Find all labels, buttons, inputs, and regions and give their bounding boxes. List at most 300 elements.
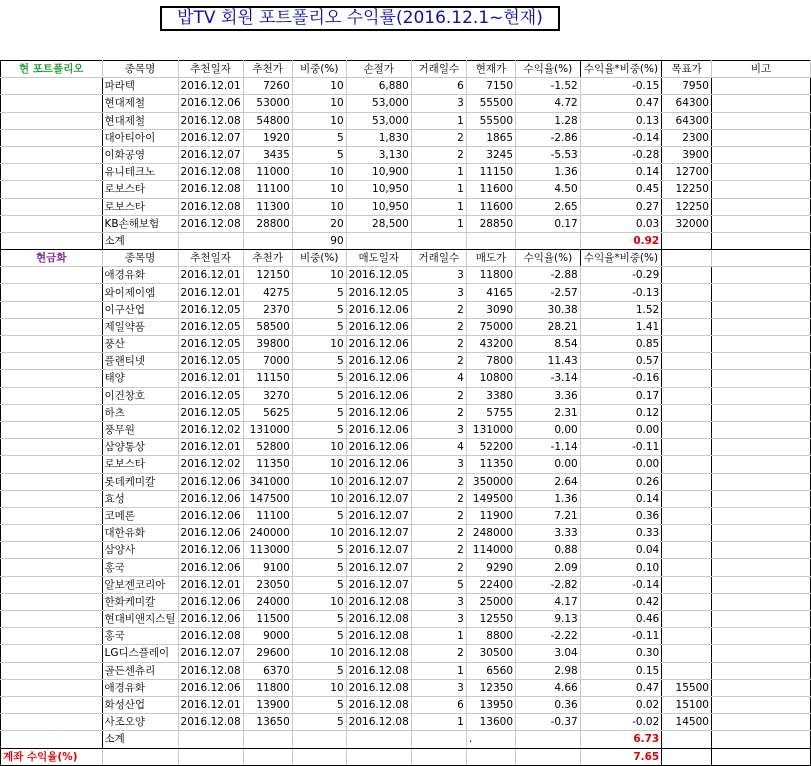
- rec-date[interactable]: 2016.12.06: [178, 95, 243, 112]
- return-weight[interactable]: -0.11: [580, 628, 662, 645]
- target-price[interactable]: 12250: [662, 181, 712, 198]
- rec-date[interactable]: 2016.12.01: [178, 78, 243, 95]
- column-header[interactable]: 비중(%): [292, 250, 346, 267]
- target-price[interactable]: [662, 645, 712, 662]
- trade-days[interactable]: 3: [411, 593, 466, 610]
- stop-or-sell-date[interactable]: 2016.12.06: [346, 301, 411, 318]
- return-weight[interactable]: 0.03: [580, 215, 662, 232]
- cell[interactable]: [178, 232, 243, 249]
- return-weight[interactable]: 0.02: [580, 696, 662, 713]
- cell[interactable]: [711, 731, 810, 748]
- trade-days[interactable]: 3: [411, 95, 466, 112]
- stop-or-sell-date[interactable]: 2016.12.07: [346, 507, 411, 524]
- return-weight[interactable]: 0.47: [580, 95, 662, 112]
- stop-or-sell-date[interactable]: 2016.12.07: [346, 559, 411, 576]
- rec-date[interactable]: 2016.12.08: [178, 628, 243, 645]
- rec-price[interactable]: 6370: [243, 662, 292, 679]
- rec-date[interactable]: 2016.12.06: [178, 593, 243, 610]
- cell[interactable]: [1, 78, 103, 95]
- stock-name[interactable]: 이화공영: [102, 146, 178, 163]
- return-weight[interactable]: 0.15: [580, 662, 662, 679]
- return-pct[interactable]: -2.86: [516, 129, 581, 146]
- trade-days[interactable]: 2: [411, 387, 466, 404]
- stop-or-sell-date[interactable]: 2016.12.06: [346, 353, 411, 370]
- cell[interactable]: [1, 679, 103, 696]
- target-price[interactable]: [662, 490, 712, 507]
- target-price[interactable]: [662, 473, 712, 490]
- price[interactable]: 52200: [466, 439, 515, 456]
- stop-or-sell-date[interactable]: 2016.12.08: [346, 645, 411, 662]
- cell[interactable]: [1, 456, 103, 473]
- stock-name[interactable]: 이구산업: [102, 301, 178, 318]
- trade-days[interactable]: 2: [411, 645, 466, 662]
- price[interactable]: 12550: [466, 611, 515, 628]
- return-pct[interactable]: 2.98: [516, 662, 581, 679]
- cell[interactable]: [1, 146, 103, 163]
- note-cell[interactable]: [711, 525, 810, 542]
- target-price[interactable]: [662, 559, 712, 576]
- weight[interactable]: 10: [292, 336, 346, 353]
- weight[interactable]: 5: [292, 559, 346, 576]
- note-cell[interactable]: [711, 336, 810, 353]
- target-price[interactable]: 14500: [662, 714, 712, 731]
- weight[interactable]: 10: [292, 439, 346, 456]
- stop-or-sell-date[interactable]: 2016.12.08: [346, 611, 411, 628]
- rec-price[interactable]: 4275: [243, 284, 292, 301]
- stock-name[interactable]: 로보스타: [102, 181, 178, 198]
- trade-days[interactable]: 4: [411, 439, 466, 456]
- return-pct[interactable]: 0.36: [516, 696, 581, 713]
- stock-name[interactable]: 삼양통상: [102, 439, 178, 456]
- price[interactable]: 6560: [466, 662, 515, 679]
- rec-price[interactable]: 11100: [243, 507, 292, 524]
- stock-name[interactable]: 태양: [102, 370, 178, 387]
- cell[interactable]: [411, 731, 466, 748]
- trade-days[interactable]: 1: [411, 181, 466, 198]
- note-cell[interactable]: [711, 696, 810, 713]
- note-cell[interactable]: [711, 318, 810, 335]
- cell[interactable]: [711, 250, 810, 267]
- column-header[interactable]: 목표가: [662, 61, 712, 78]
- rec-price[interactable]: 7260: [243, 78, 292, 95]
- weight[interactable]: 5: [292, 404, 346, 421]
- cell[interactable]: [1, 421, 103, 438]
- rec-date[interactable]: 2016.12.08: [178, 662, 243, 679]
- cell[interactable]: [1, 301, 103, 318]
- cell[interactable]: [711, 748, 810, 765]
- weight[interactable]: 5: [292, 507, 346, 524]
- price[interactable]: 13950: [466, 696, 515, 713]
- price[interactable]: 7150: [466, 78, 515, 95]
- note-cell[interactable]: [711, 628, 810, 645]
- trade-days[interactable]: 1: [411, 112, 466, 129]
- stop-or-sell-date[interactable]: 2016.12.07: [346, 542, 411, 559]
- trade-days[interactable]: 1: [411, 662, 466, 679]
- cell[interactable]: [1, 267, 103, 284]
- price[interactable]: 149500: [466, 490, 515, 507]
- trade-days[interactable]: 2: [411, 129, 466, 146]
- cell[interactable]: [1, 731, 103, 748]
- price[interactable]: 11150: [466, 164, 515, 181]
- rec-date[interactable]: 2016.12.08: [178, 215, 243, 232]
- target-price[interactable]: [662, 439, 712, 456]
- cell[interactable]: [516, 731, 581, 748]
- return-pct[interactable]: 4.17: [516, 593, 581, 610]
- stock-name[interactable]: 애경유화: [102, 267, 178, 284]
- cell[interactable]: [516, 748, 581, 765]
- weight[interactable]: 5: [292, 714, 346, 731]
- cell[interactable]: [1, 112, 103, 129]
- cell[interactable]: [1, 662, 103, 679]
- return-weight[interactable]: -0.16: [580, 370, 662, 387]
- return-pct[interactable]: 2.65: [516, 198, 581, 215]
- note-cell[interactable]: [711, 146, 810, 163]
- stop-or-sell-date[interactable]: 2016.12.05: [346, 267, 411, 284]
- rec-price[interactable]: 11150: [243, 370, 292, 387]
- trade-days[interactable]: 3: [411, 284, 466, 301]
- stop-or-sell-date[interactable]: 53,000: [346, 112, 411, 129]
- column-header[interactable]: 거래일수: [411, 250, 466, 267]
- return-weight[interactable]: 0.26: [580, 473, 662, 490]
- rec-price[interactable]: 39800: [243, 336, 292, 353]
- note-cell[interactable]: [711, 284, 810, 301]
- return-pct[interactable]: -0.37: [516, 714, 581, 731]
- trade-days[interactable]: 2: [411, 336, 466, 353]
- return-weight[interactable]: 0.27: [580, 198, 662, 215]
- rec-price[interactable]: 7000: [243, 353, 292, 370]
- rec-date[interactable]: 2016.12.06: [178, 679, 243, 696]
- stock-name[interactable]: KB손해보험: [102, 215, 178, 232]
- trade-days[interactable]: 1: [411, 215, 466, 232]
- subtotal-label[interactable]: 소계: [102, 232, 178, 249]
- note-cell[interactable]: [711, 507, 810, 524]
- rec-date[interactable]: 2016.12.06: [178, 542, 243, 559]
- rec-date[interactable]: 2016.12.05: [178, 318, 243, 335]
- weight[interactable]: 10: [292, 112, 346, 129]
- rec-price[interactable]: 341000: [243, 473, 292, 490]
- rec-date[interactable]: 2016.12.07: [178, 146, 243, 163]
- subtotal-return-weight[interactable]: 6.73: [580, 731, 662, 748]
- target-price[interactable]: [662, 525, 712, 542]
- weight[interactable]: 10: [292, 473, 346, 490]
- target-price[interactable]: [662, 353, 712, 370]
- weight[interactable]: 5: [292, 421, 346, 438]
- return-weight[interactable]: 0.17: [580, 387, 662, 404]
- rec-date[interactable]: 2016.12.08: [178, 112, 243, 129]
- return-pct[interactable]: 7.21: [516, 507, 581, 524]
- cell[interactable]: [711, 232, 810, 249]
- stop-or-sell-date[interactable]: 10,900: [346, 164, 411, 181]
- rec-price[interactable]: 29600: [243, 645, 292, 662]
- return-weight[interactable]: -0.28: [580, 146, 662, 163]
- target-price[interactable]: 3900: [662, 146, 712, 163]
- return-pct[interactable]: 3.33: [516, 525, 581, 542]
- price[interactable]: 131000: [466, 421, 515, 438]
- weight[interactable]: 5: [292, 696, 346, 713]
- return-weight[interactable]: 0.14: [580, 164, 662, 181]
- return-weight[interactable]: 0.42: [580, 593, 662, 610]
- target-price[interactable]: [662, 542, 712, 559]
- stock-name[interactable]: LG디스플레이: [102, 645, 178, 662]
- column-header[interactable]: 추천가: [243, 61, 292, 78]
- weight[interactable]: 5: [292, 301, 346, 318]
- stock-name[interactable]: 알보젠코리아: [102, 576, 178, 593]
- target-price[interactable]: 12250: [662, 198, 712, 215]
- rec-date[interactable]: 2016.12.08: [178, 198, 243, 215]
- cell[interactable]: [1, 164, 103, 181]
- note-cell[interactable]: [711, 112, 810, 129]
- return-weight[interactable]: -0.15: [580, 78, 662, 95]
- cell[interactable]: [243, 748, 292, 765]
- weight[interactable]: 5: [292, 611, 346, 628]
- rec-price[interactable]: 28800: [243, 215, 292, 232]
- price[interactable]: 11350: [466, 456, 515, 473]
- return-pct[interactable]: 8.54: [516, 336, 581, 353]
- rec-date[interactable]: 2016.12.06: [178, 507, 243, 524]
- cell[interactable]: [1, 439, 103, 456]
- rec-price[interactable]: 3435: [243, 146, 292, 163]
- note-cell[interactable]: [711, 387, 810, 404]
- cell[interactable]: [411, 232, 466, 249]
- rec-date[interactable]: 2016.12.01: [178, 696, 243, 713]
- price[interactable]: 75000: [466, 318, 515, 335]
- weight[interactable]: 10: [292, 267, 346, 284]
- rec-price[interactable]: 53000: [243, 95, 292, 112]
- column-header[interactable]: 거래일수: [411, 61, 466, 78]
- note-cell[interactable]: [711, 215, 810, 232]
- cell[interactable]: [1, 525, 103, 542]
- price[interactable]: 11800: [466, 267, 515, 284]
- dot-cell[interactable]: .: [466, 731, 515, 748]
- target-price[interactable]: 15100: [662, 696, 712, 713]
- note-cell[interactable]: [711, 593, 810, 610]
- rec-date[interactable]: 2016.12.08: [178, 164, 243, 181]
- return-weight[interactable]: 0.14: [580, 490, 662, 507]
- stock-name[interactable]: 이건창호: [102, 387, 178, 404]
- stock-name[interactable]: 효성: [102, 490, 178, 507]
- return-weight[interactable]: 0.13: [580, 112, 662, 129]
- trade-days[interactable]: 2: [411, 473, 466, 490]
- rec-price[interactable]: 52800: [243, 439, 292, 456]
- return-pct[interactable]: -3.14: [516, 370, 581, 387]
- cell[interactable]: [1, 370, 103, 387]
- cell[interactable]: [411, 748, 466, 765]
- price[interactable]: 350000: [466, 473, 515, 490]
- trade-days[interactable]: 2: [411, 559, 466, 576]
- column-header[interactable]: 비고: [711, 61, 810, 78]
- subtotal-return-weight[interactable]: 0.92: [580, 232, 662, 249]
- rec-price[interactable]: 58500: [243, 318, 292, 335]
- stop-or-sell-date[interactable]: 6,880: [346, 78, 411, 95]
- return-pct[interactable]: 4.66: [516, 679, 581, 696]
- stop-or-sell-date[interactable]: 2016.12.08: [346, 696, 411, 713]
- return-pct[interactable]: -5.53: [516, 146, 581, 163]
- stock-name[interactable]: 와이제이엠: [102, 284, 178, 301]
- stop-or-sell-date[interactable]: 2016.12.06: [346, 387, 411, 404]
- weight[interactable]: 5: [292, 576, 346, 593]
- cell[interactable]: [1, 628, 103, 645]
- cell[interactable]: [1, 353, 103, 370]
- cell[interactable]: [1, 696, 103, 713]
- price[interactable]: 9290: [466, 559, 515, 576]
- rec-price[interactable]: 13650: [243, 714, 292, 731]
- return-pct[interactable]: -1.14: [516, 439, 581, 456]
- cell[interactable]: [1, 473, 103, 490]
- target-price[interactable]: 2300: [662, 129, 712, 146]
- return-pct[interactable]: 0.00: [516, 456, 581, 473]
- return-pct[interactable]: -2.57: [516, 284, 581, 301]
- stock-name[interactable]: 화성산업: [102, 696, 178, 713]
- note-cell[interactable]: [711, 198, 810, 215]
- rec-date[interactable]: 2016.12.06: [178, 473, 243, 490]
- note-cell[interactable]: [711, 490, 810, 507]
- cell[interactable]: [1, 645, 103, 662]
- trade-days[interactable]: 3: [411, 267, 466, 284]
- target-price[interactable]: 7950: [662, 78, 712, 95]
- stock-name[interactable]: 플랜티넷: [102, 353, 178, 370]
- stop-or-sell-date[interactable]: 2016.12.06: [346, 439, 411, 456]
- column-header[interactable]: 종목명: [102, 61, 178, 78]
- return-weight[interactable]: 0.30: [580, 645, 662, 662]
- cell[interactable]: [1, 95, 103, 112]
- note-cell[interactable]: [711, 164, 810, 181]
- stock-name[interactable]: 파라텍: [102, 78, 178, 95]
- price[interactable]: 30500: [466, 645, 515, 662]
- cell[interactable]: [1, 559, 103, 576]
- return-weight[interactable]: 1.52: [580, 301, 662, 318]
- subtotal-weight[interactable]: 90: [292, 232, 346, 249]
- note-cell[interactable]: [711, 301, 810, 318]
- stop-or-sell-date[interactable]: 2016.12.06: [346, 336, 411, 353]
- price[interactable]: 28850: [466, 215, 515, 232]
- cell[interactable]: [1, 232, 103, 249]
- note-cell[interactable]: [711, 559, 810, 576]
- weight[interactable]: 10: [292, 456, 346, 473]
- rec-date[interactable]: 2016.12.07: [178, 645, 243, 662]
- price[interactable]: 13600: [466, 714, 515, 731]
- rec-price[interactable]: 11500: [243, 611, 292, 628]
- cell[interactable]: [1, 593, 103, 610]
- rec-date[interactable]: 2016.12.01: [178, 267, 243, 284]
- target-price[interactable]: 32000: [662, 215, 712, 232]
- stock-name[interactable]: 현대제철: [102, 95, 178, 112]
- stock-name[interactable]: 코메론: [102, 507, 178, 524]
- stock-name[interactable]: 홍국: [102, 628, 178, 645]
- cell[interactable]: [1, 507, 103, 524]
- trade-days[interactable]: 5: [411, 576, 466, 593]
- account-return-value[interactable]: 7.65: [580, 748, 662, 765]
- return-weight[interactable]: -0.02: [580, 714, 662, 731]
- return-weight[interactable]: -0.14: [580, 129, 662, 146]
- note-cell[interactable]: [711, 181, 810, 198]
- note-cell[interactable]: [711, 129, 810, 146]
- stop-or-sell-date[interactable]: 2016.12.08: [346, 662, 411, 679]
- note-cell[interactable]: [711, 662, 810, 679]
- cell[interactable]: [466, 748, 515, 765]
- return-pct[interactable]: 11.43: [516, 353, 581, 370]
- rec-price[interactable]: 11100: [243, 181, 292, 198]
- return-pct[interactable]: -2.22: [516, 628, 581, 645]
- trade-days[interactable]: 2: [411, 542, 466, 559]
- weight[interactable]: 10: [292, 679, 346, 696]
- rec-date[interactable]: 2016.12.06: [178, 611, 243, 628]
- cell[interactable]: [346, 232, 411, 249]
- target-price[interactable]: [662, 336, 712, 353]
- rec-date[interactable]: 2016.12.02: [178, 421, 243, 438]
- column-header[interactable]: 현재가: [466, 61, 515, 78]
- stop-or-sell-date[interactable]: 3,130: [346, 146, 411, 163]
- rec-price[interactable]: 147500: [243, 490, 292, 507]
- stop-or-sell-date[interactable]: 2016.12.06: [346, 370, 411, 387]
- return-pct[interactable]: -2.88: [516, 267, 581, 284]
- trade-days[interactable]: 3: [411, 456, 466, 473]
- stock-name[interactable]: 한화케미칼: [102, 593, 178, 610]
- cell[interactable]: [1, 387, 103, 404]
- return-pct[interactable]: 30.38: [516, 301, 581, 318]
- column-header[interactable]: 수익율*비중(%): [580, 250, 662, 267]
- cell[interactable]: [662, 232, 712, 249]
- stop-or-sell-date[interactable]: 2016.12.07: [346, 576, 411, 593]
- return-pct[interactable]: 3.04: [516, 645, 581, 662]
- weight[interactable]: 5: [292, 542, 346, 559]
- return-pct[interactable]: 1.36: [516, 164, 581, 181]
- price[interactable]: 8800: [466, 628, 515, 645]
- trade-days[interactable]: 2: [411, 507, 466, 524]
- weight[interactable]: 5: [292, 628, 346, 645]
- target-price[interactable]: [662, 611, 712, 628]
- return-weight[interactable]: 0.00: [580, 421, 662, 438]
- stock-name[interactable]: 애경유화: [102, 679, 178, 696]
- target-price[interactable]: [662, 370, 712, 387]
- target-price[interactable]: [662, 456, 712, 473]
- stock-name[interactable]: 골든센츄리: [102, 662, 178, 679]
- return-pct[interactable]: 0.00: [516, 421, 581, 438]
- cell[interactable]: [346, 748, 411, 765]
- weight[interactable]: 10: [292, 490, 346, 507]
- return-pct[interactable]: 0.88: [516, 542, 581, 559]
- trade-days[interactable]: 2: [411, 353, 466, 370]
- return-pct[interactable]: 28.21: [516, 318, 581, 335]
- target-price[interactable]: [662, 387, 712, 404]
- cell[interactable]: [178, 748, 243, 765]
- note-cell[interactable]: [711, 370, 810, 387]
- return-pct[interactable]: 2.31: [516, 404, 581, 421]
- stock-name[interactable]: 로보스타: [102, 198, 178, 215]
- target-price[interactable]: 64300: [662, 95, 712, 112]
- stock-name[interactable]: 유니테크노: [102, 164, 178, 181]
- trade-days[interactable]: 6: [411, 696, 466, 713]
- return-weight[interactable]: 0.00: [580, 456, 662, 473]
- price[interactable]: 3380: [466, 387, 515, 404]
- trade-days[interactable]: 1: [411, 628, 466, 645]
- return-weight[interactable]: 0.45: [580, 181, 662, 198]
- rec-price[interactable]: 11350: [243, 456, 292, 473]
- stop-or-sell-date[interactable]: 2016.12.07: [346, 525, 411, 542]
- stock-name[interactable]: 현대제철: [102, 112, 178, 129]
- stock-name[interactable]: 현대비앤지스틸: [102, 611, 178, 628]
- rec-date[interactable]: 2016.12.07: [178, 129, 243, 146]
- cell[interactable]: [1, 404, 103, 421]
- cell[interactable]: [346, 731, 411, 748]
- return-weight[interactable]: 0.57: [580, 353, 662, 370]
- price[interactable]: 3090: [466, 301, 515, 318]
- weight[interactable]: 10: [292, 645, 346, 662]
- note-cell[interactable]: [711, 473, 810, 490]
- target-price[interactable]: 64300: [662, 112, 712, 129]
- weight[interactable]: 5: [292, 284, 346, 301]
- weight[interactable]: 10: [292, 181, 346, 198]
- price[interactable]: 10800: [466, 370, 515, 387]
